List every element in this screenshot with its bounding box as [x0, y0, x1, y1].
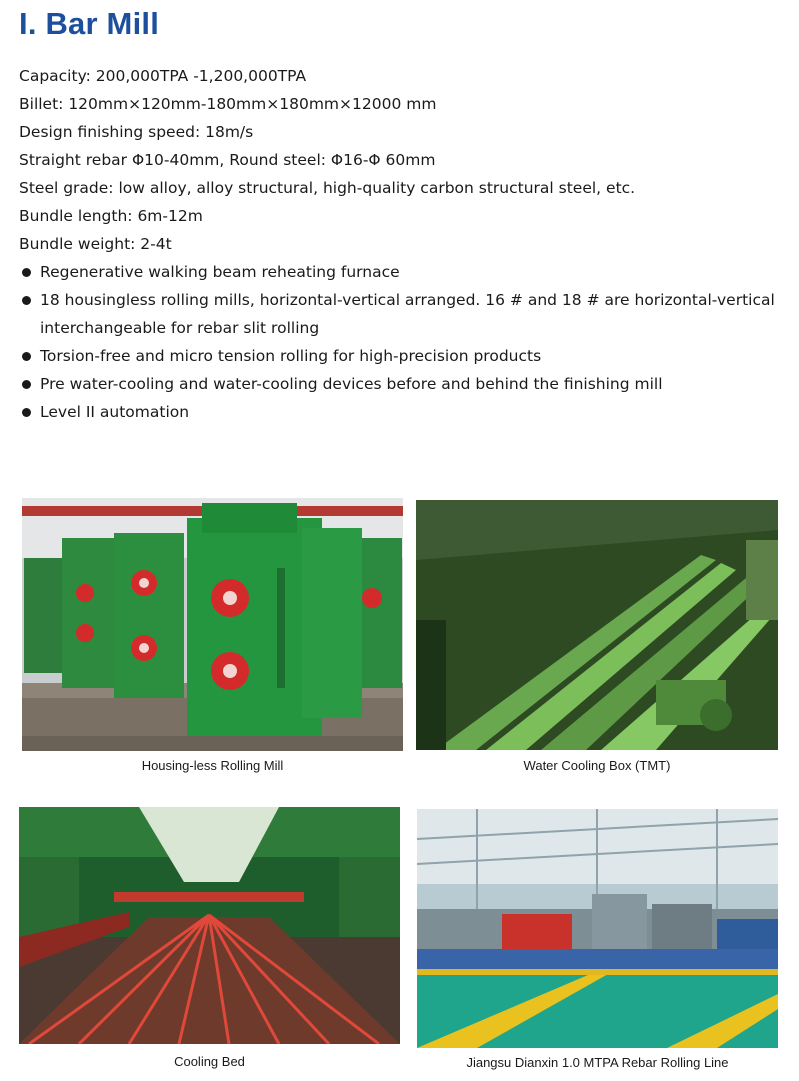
feature-list — [19, 258, 779, 426]
photo-caption: Cooling Bed — [174, 1054, 245, 1069]
spec-billet: Billet: 120mm×120mm-180mm×180mm×12000 mm — [19, 95, 437, 113]
photo-caption: Water Cooling Box (TMT) — [523, 758, 671, 773]
cooling-bed-photo — [19, 807, 400, 1044]
feature-text: Level II automation — [40, 403, 190, 421]
list-item — [19, 370, 779, 398]
spec-finishing-speed: Design finishing speed: 18m/s — [19, 123, 254, 141]
photo-caption: Housing-less Rolling Mill — [141, 758, 284, 773]
page-title: I. Bar Mill — [19, 6, 160, 41]
bullet-icon — [22, 296, 31, 305]
spec-bundle-weight: Bundle weight: 2-4t — [19, 235, 172, 253]
rolling-mill-photo — [22, 498, 403, 751]
spec-bundle-length: Bundle length: 6m-12m — [19, 207, 203, 225]
list-item — [19, 342, 779, 370]
water-cooling-box-photo — [416, 500, 778, 750]
spec-capacity: Capacity: 200,000TPA -1,200,000TPA — [19, 67, 307, 85]
list-item — [19, 286, 779, 342]
list-item — [19, 258, 779, 286]
feature-text: Regenerative walking beam reheating furnace — [40, 263, 400, 281]
feature-text: 18 housingless rolling mills, horizontal-vertical arranged. 16 # and 18 # are horizontal-vertical interchangeable for rebar slit rolling — [40, 291, 775, 337]
spec-steel-grade: Steel grade: low alloy, alloy structural, high-quality carbon structural steel, etc. — [19, 179, 636, 197]
bullet-icon — [22, 408, 31, 417]
bullet-icon — [22, 268, 31, 277]
list-item — [19, 398, 779, 426]
bullet-icon — [22, 380, 31, 389]
bullet-icon — [22, 352, 31, 361]
spec-section — [19, 62, 779, 426]
rebar-rolling-line-photo — [417, 809, 778, 1048]
feature-text: Torsion-free and micro tension rolling for high-precision products — [40, 347, 542, 365]
feature-text: Pre water-cooling and water-cooling devices before and behind the finishing mill — [40, 375, 663, 393]
photo-caption: Jiangsu Dianxin 1.0 MTPA Rebar Rolling Line — [466, 1055, 729, 1070]
spec-product-sizes: Straight rebar Φ10-40mm, Round steel: Φ16-Φ 60mm — [19, 151, 436, 169]
